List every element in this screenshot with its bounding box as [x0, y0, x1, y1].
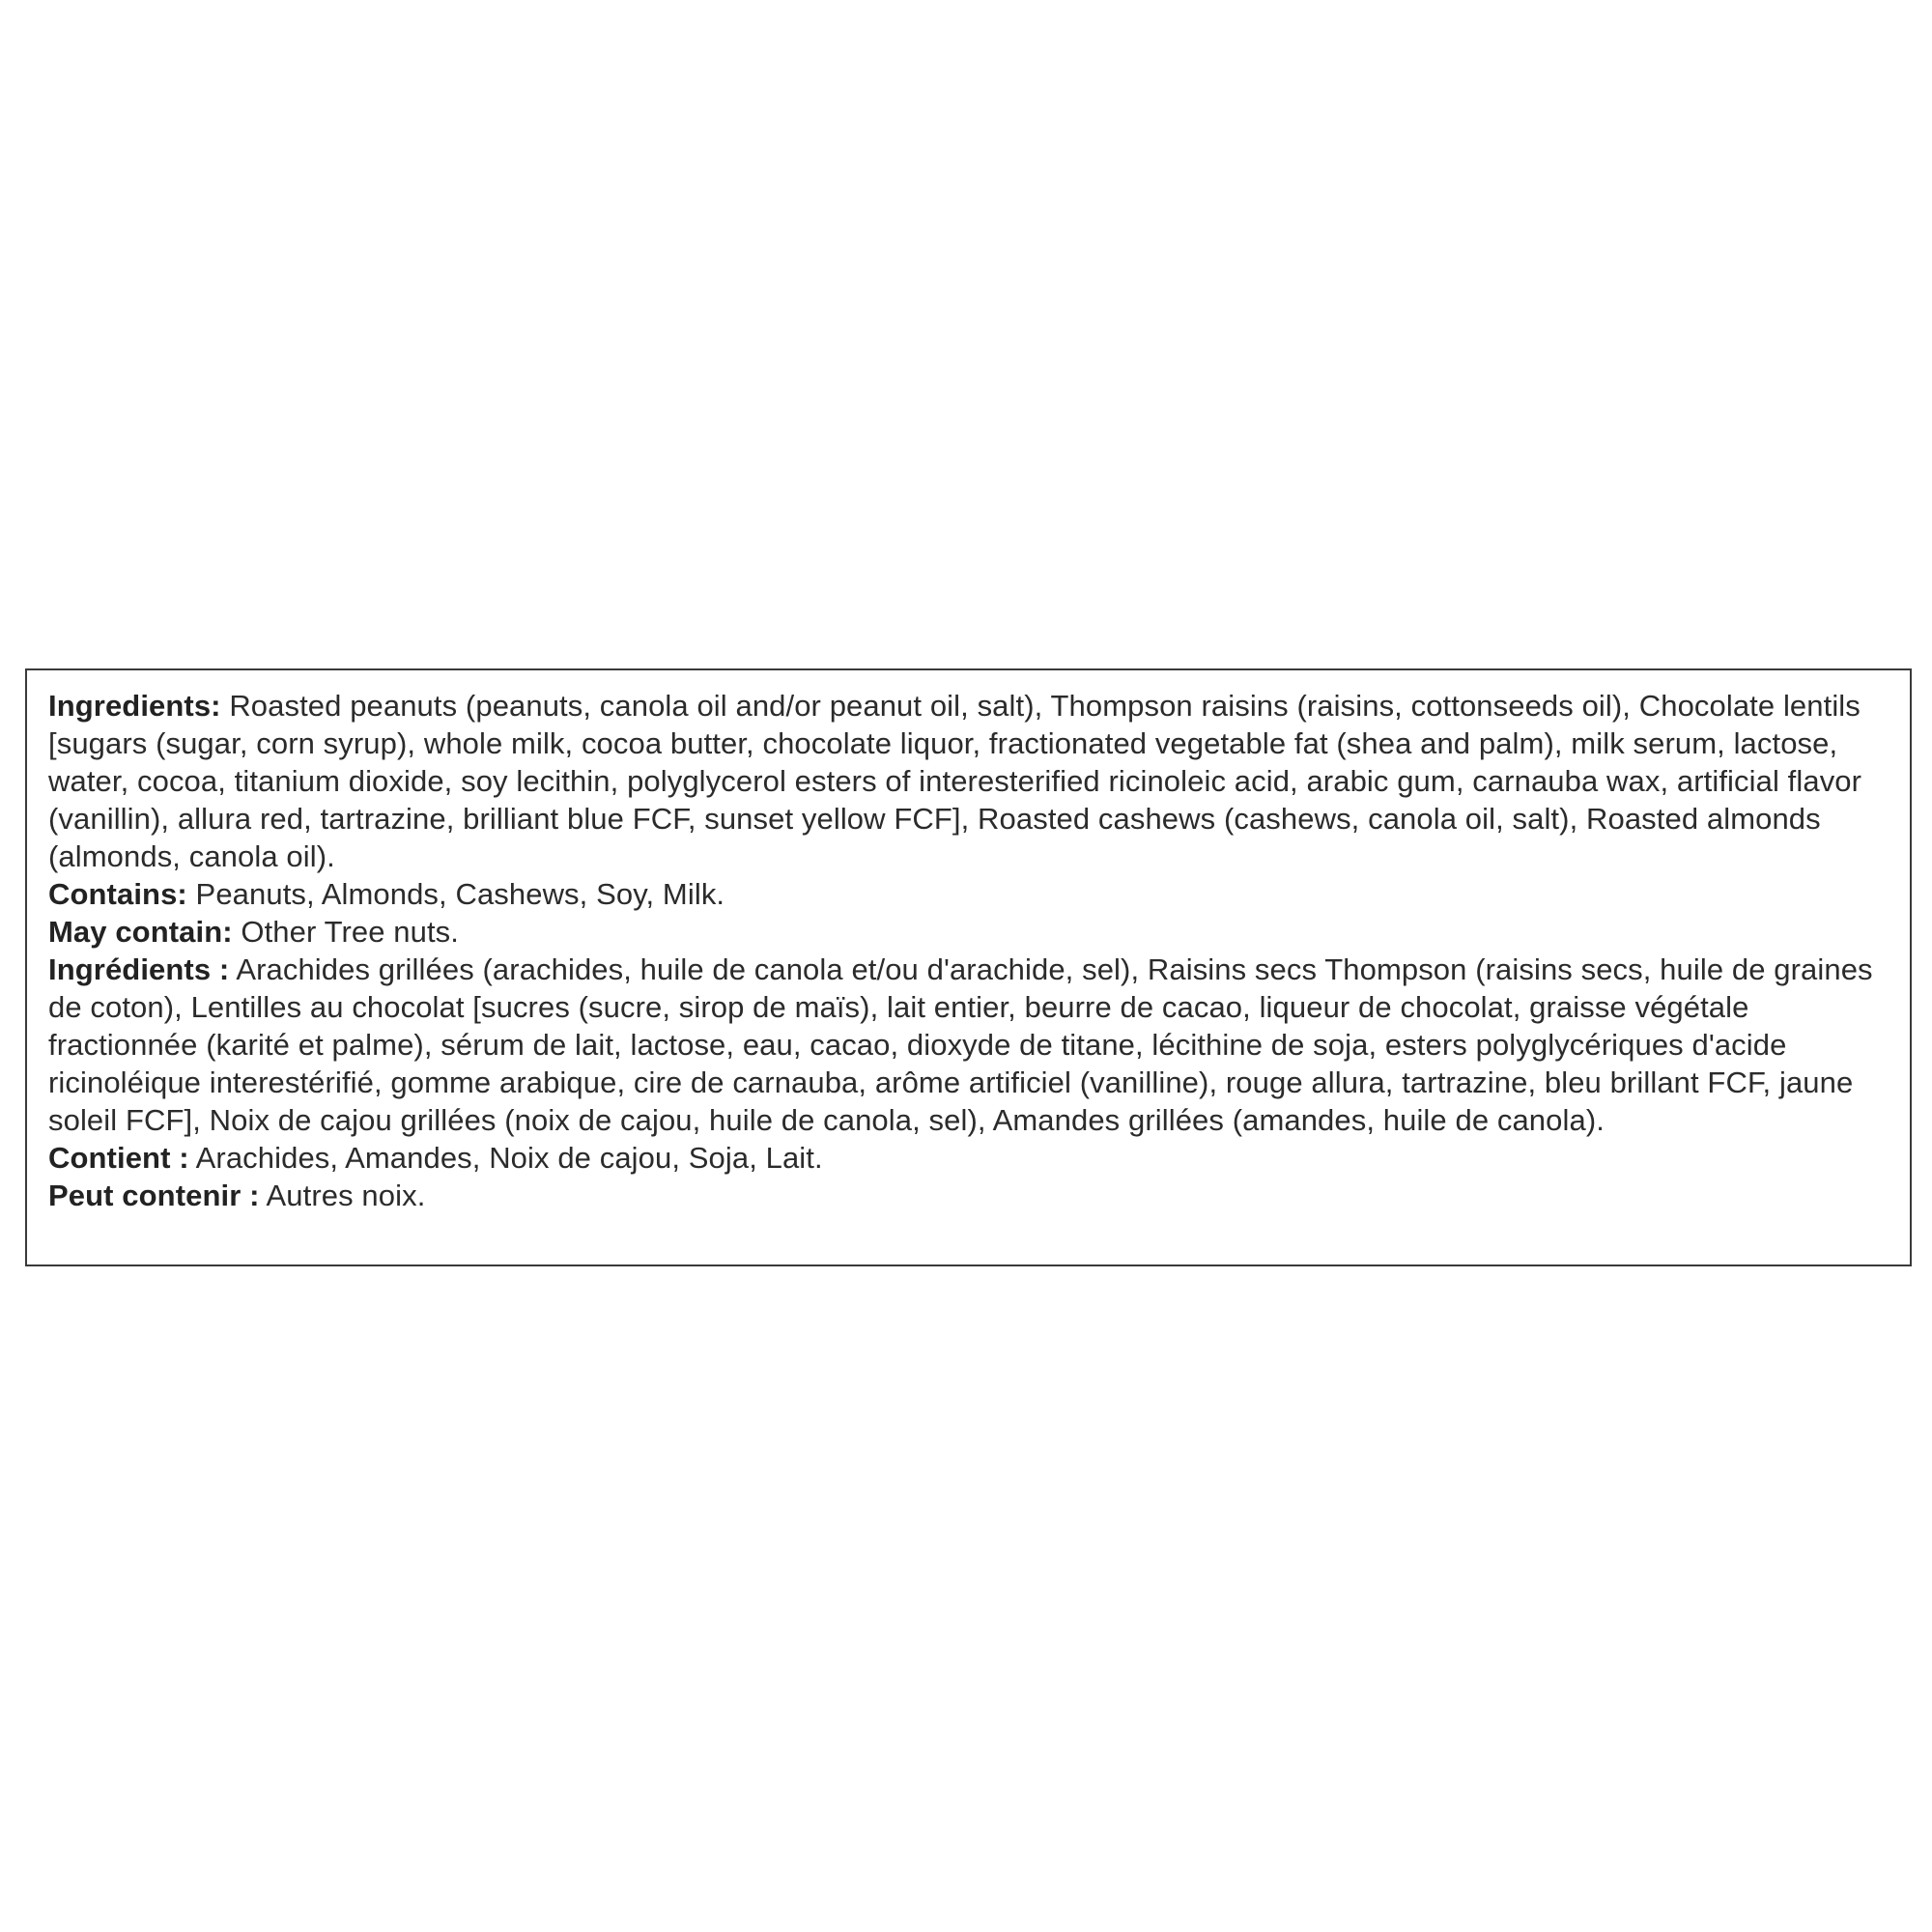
- contains-en-heading: Contains:: [48, 877, 187, 911]
- may-contain-en: [48, 913, 1889, 951]
- may-contain-fr: [48, 1177, 1889, 1214]
- ingredients-fr-text: Arachides grillées (arachides, huile de canola et/ou d'arachide, sel), Raisins secs Thompson (raisins secs, huile de graines de coton), Lentilles au chocolat [sucres (sucre, sirop de maïs), lait entier, beurre de cacao, liqueur de chocolat, graisse végétale fractionnée (karité et palme), sérum de lait, lactose, eau, cacao, dioxyde de titane, lécithine de soja, esters polyglycériques d'acide ricinoléique interestérifié, gomme arabique, cire de carnauba, arôme artificiel (vanilline), rouge allura, tartrazine, bleu brillant FCF, jaune soleil FCF], Noix de cajou grillées (noix de cajou, huile de canola, sel), Amandes grillées (amandes, huile de canola).: [48, 952, 1873, 1137]
- may-contain-fr-text: Autres noix.: [259, 1179, 426, 1212]
- ingredients-en-heading: Ingredients:: [48, 689, 221, 723]
- ingredients-fr-heading: Ingrédients :: [48, 952, 230, 986]
- ingredients-label-panel: [25, 668, 1912, 1266]
- contains-fr-heading: Contient :: [48, 1141, 189, 1175]
- may-contain-en-text: Other Tree nuts.: [232, 915, 459, 949]
- ingredients-en-text: Roasted peanuts (peanuts, canola oil and/or peanut oil, salt), Thompson raisins (raisins, cottonseeds oil), Chocolate lentils [sugars (sugar, corn syrup), whole milk, cocoa butter, chocolate liquor, fractionated vegetable fat (shea and palm), milk serum, lactose, water, cocoa, titanium dioxide, soy lecithin, polyglycerol esters of interesterified ricinoleic acid, arabic gum, carnauba wax, artificial flavor (vanillin), allura red, tartrazine, brilliant blue FCF, sunset yellow FCF], Roasted cashews (cashews, canola oil, salt), Roasted almonds (almonds, canola oil).: [48, 689, 1862, 873]
- may-contain-fr-heading: Peut contenir :: [48, 1179, 260, 1212]
- contains-fr: [48, 1139, 1889, 1177]
- contains-en: [48, 875, 1889, 913]
- may-contain-en-heading: May contain:: [48, 915, 233, 949]
- contains-fr-text: Arachides, Amandes, Noix de cajou, Soja, Lait.: [188, 1141, 823, 1175]
- contains-en-text: Peanuts, Almonds, Cashews, Soy, Milk.: [186, 877, 725, 911]
- ingredients-en: [48, 687, 1889, 875]
- ingredients-fr: [48, 951, 1889, 1139]
